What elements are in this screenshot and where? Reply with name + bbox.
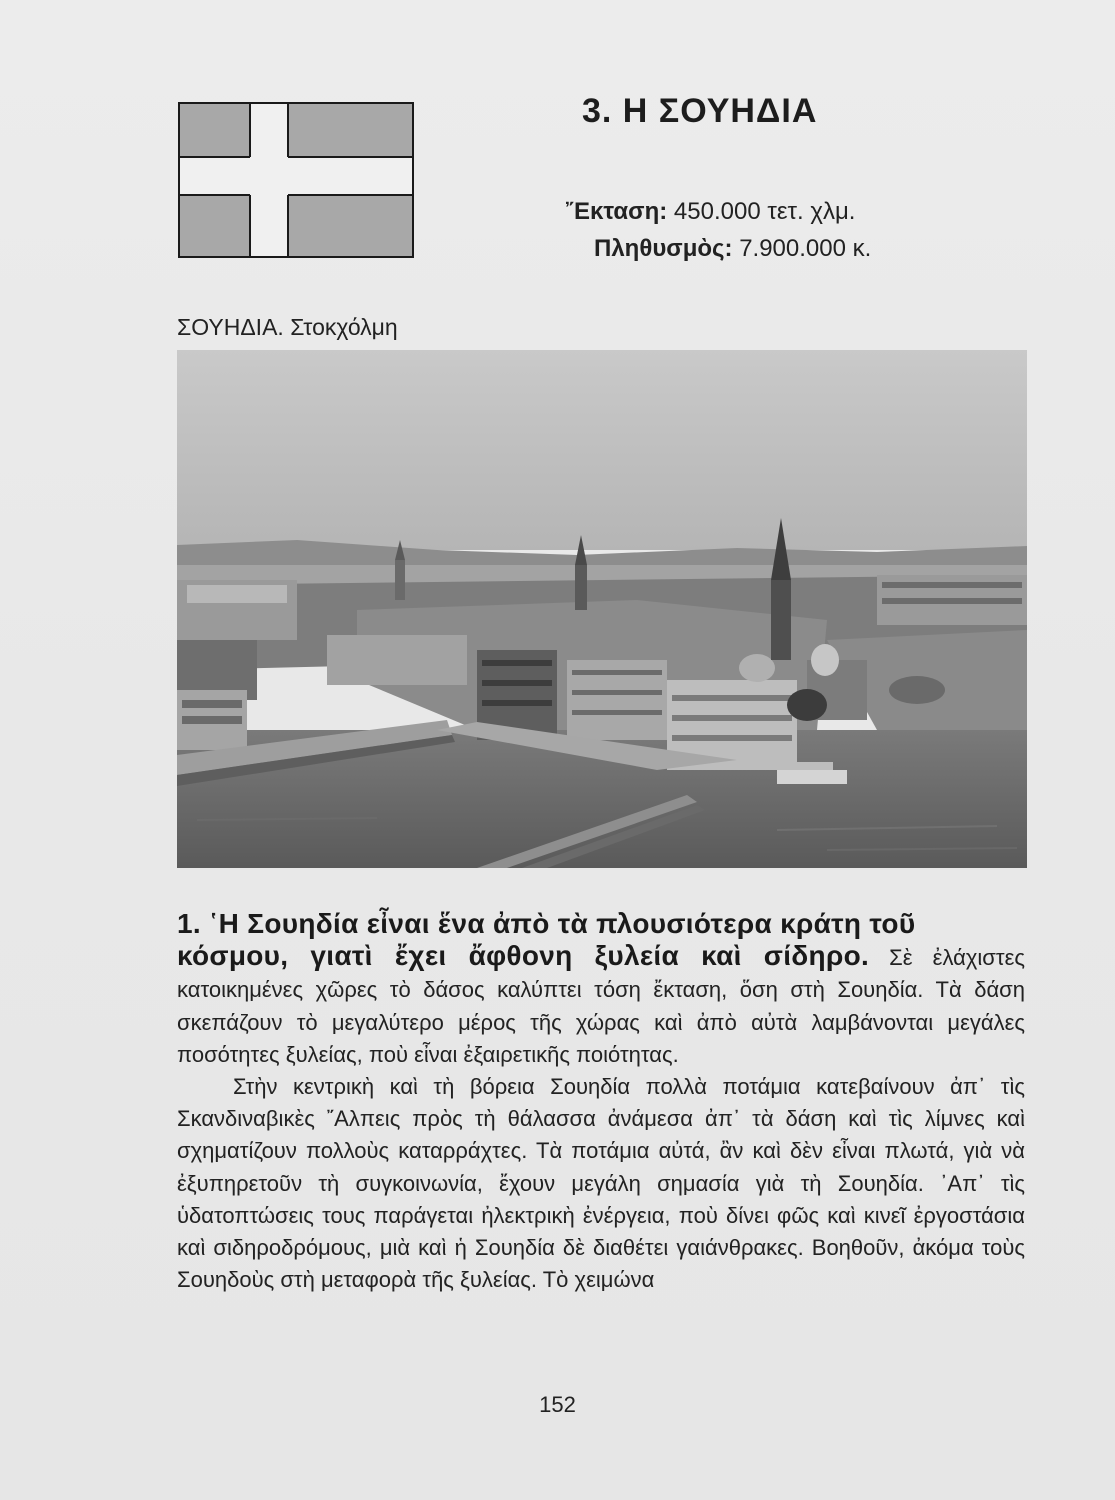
population-label: Πληθυσμὸς: — [594, 235, 733, 262]
area-stat — [566, 198, 855, 226]
section-text — [177, 908, 1025, 1296]
population-stat — [594, 235, 871, 263]
stockholm-photo — [177, 350, 1027, 868]
sweden-flag-image — [178, 102, 414, 258]
area-value: 450.000 τετ. χλμ. — [673, 198, 856, 225]
section-heading-line2: κόσμου, γιατὶ ἔχει ἄφθονη ξυλεία καὶ σίδηρο. — [177, 940, 870, 972]
chapter-title: 3. Η ΣΟΥΗΔΙΑ — [582, 92, 818, 130]
population-value: 7.900.000 κ. — [739, 235, 872, 262]
section-paragraph2: Στὴν κεντρικὴ καὶ τὴ βόρεια Σουηδία πολλὰ ποτάμια κατεβαίνουν ἀπ᾽ τὶς Σκανδιναβικὲς ῎Αλπεις πρὸς τὴ θάλασσα ἀνάμεσα ἀπ᾽ τὰ δάση καὶ τὶς λίμνες καὶ σχηματίζουν πολλοὺς καταρράχτες. Τὰ ποτάμια αὐτά, ἂν καὶ δὲν εἶναι πλωτά, γιὰ νὰ ἐξυπηρετοῦν τὴ συγκοινωνία, ἔχουν μεγάλη σημασία γιὰ τὴ Σουηδία. ᾽Απ᾽ τὶς ὑδατοπτώσεις τους παράγεται ἠλεκτρικὴ ἐνέργεια, ποὺ δίνει φῶς καὶ κινεῖ ἐργοστάσια καὶ σιδηροδρόμους, μιὰ καὶ ἡ Σουηδία δὲ διαθέτει γαιάνθρακες. Βοηθοῦν, ἀκόμα τοὺς Σουηδοὺς στὴ μεταφορὰ τῆς ξυλείας. Τὸ χειμώνα — [177, 1074, 1025, 1293]
page-number: 152 — [539, 1392, 576, 1417]
photo-caption: ΣΟΥΗΔΙΑ. Στοκχόλμη — [177, 314, 398, 340]
section-heading-line1: 1. ῾Η Σουηδία εἶναι ἕνα ἀπὸ τὰ πλουσιότερα κράτη τοῦ — [177, 908, 916, 939]
area-label: ῎Εκταση: — [566, 198, 668, 225]
section-paragraph1 — [177, 940, 1025, 1071]
paragraph1-text: Σὲ ἐλάχιστες κατοικημένες χῶρες τὸ δάσος καλύπτει τόση ἔκταση, ὅση στὴ Σουηδία. Τὰ δάση σκεπάζουν τὸ μεγαλύτερο μέρος τῆς χώρας καὶ ἀπὸ αὐτὰ λαμβάνονται μεγάλες ποσότητες ξυλείας, ποὺ εἶναι ἐξαιρετικῆς ποιότητας. — [177, 945, 1025, 1067]
